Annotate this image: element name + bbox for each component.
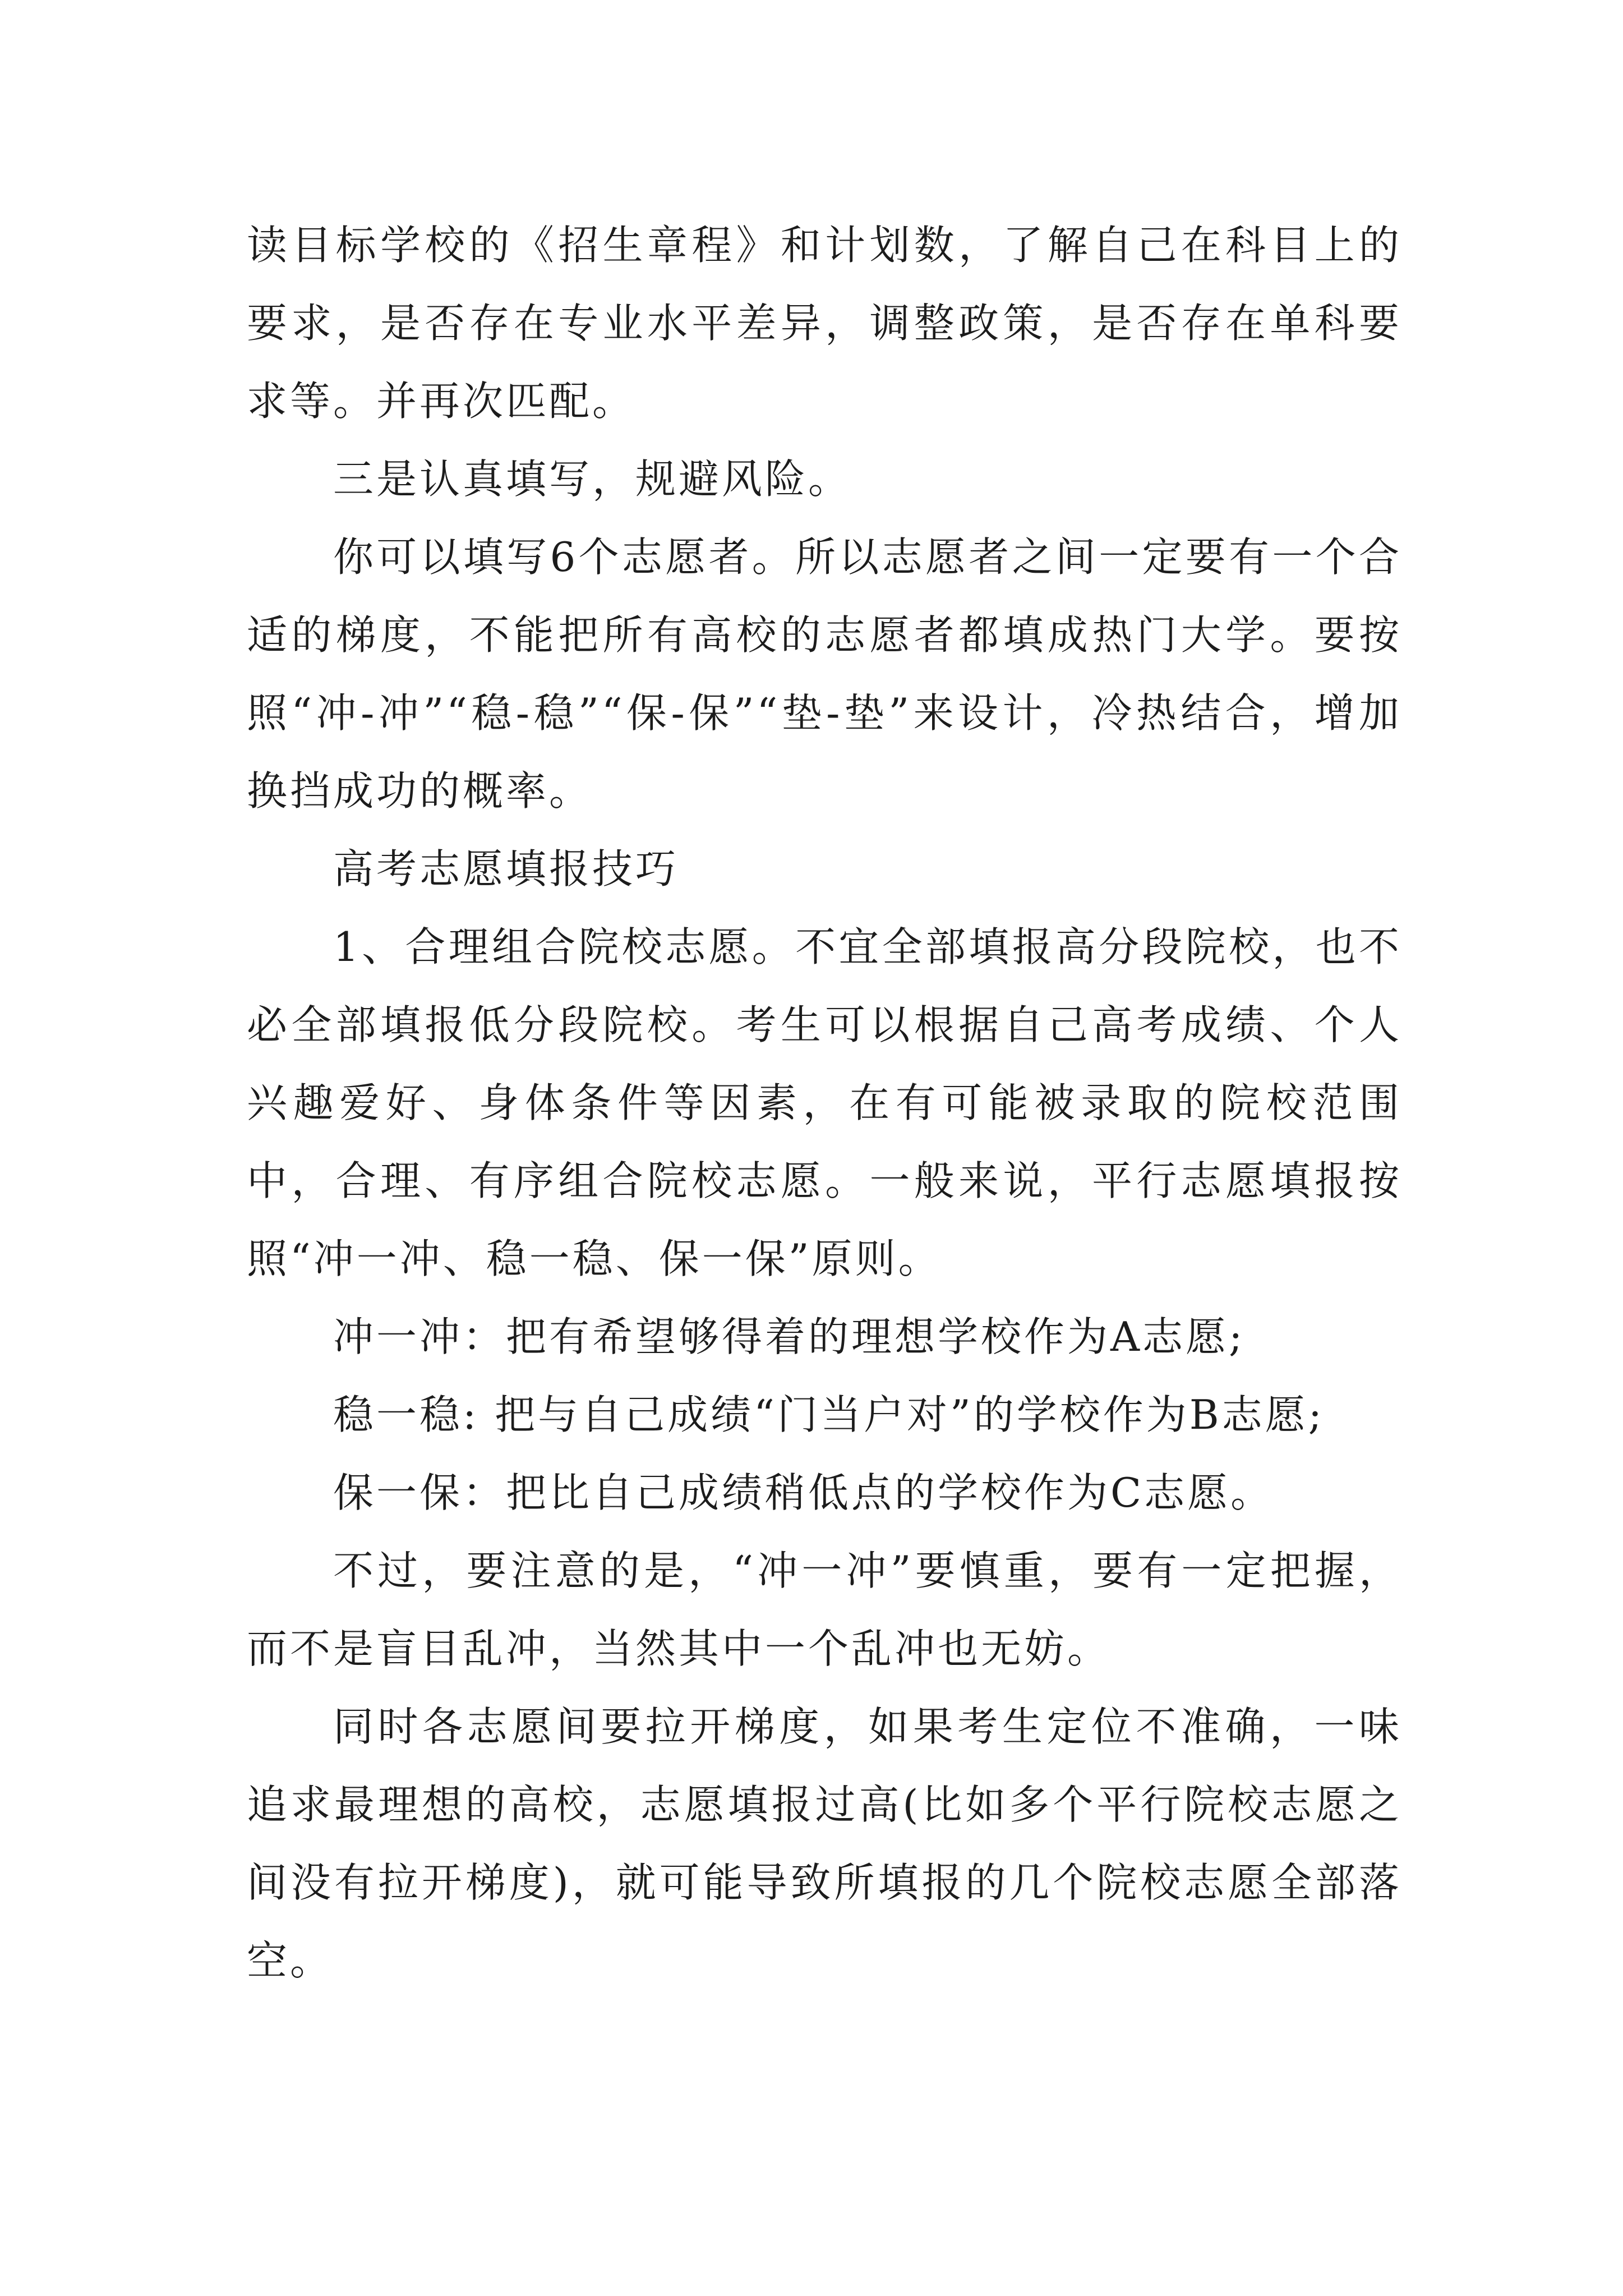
- paragraph-bao: 保一保：把比自己成绩稍低点的学校作为C志愿。: [333, 1469, 1274, 1516]
- paragraph-chong: 冲一冲：把有希望够得着的理想学校作为A志愿;: [333, 1313, 1246, 1360]
- paragraph-volunteer-gradient: 你可以填写6个志愿者。所以志愿者之间一定要有一个合适的梯度，不能把所有高校的志愿者都填成热门大学。要按照“冲-冲”“稳-稳”“保-保”“垫-垫”来设计，冷热结合，增加换挡成功的概率。: [247, 533, 1402, 815]
- paragraph-caution: 不过，要注意的是，“冲一冲”要慎重，要有一定把握，而不是盲目乱冲，当然其中一个乱冲也无妨。: [247, 1547, 1402, 1672]
- document-body: [247, 206, 1402, 2000]
- paragraph-heading-third-point: 三是认真填写，规避风险。: [333, 455, 852, 503]
- paragraph-gradient-warning: 同时各志愿间要拉开梯度，如果考生定位不准确，一味追求最理想的高校，志愿填报过高(比如多个平行院校志愿之间没有拉开梯度)，就可能导致所填报的几个院校志愿全部落空。: [247, 1703, 1402, 1984]
- section-heading-tips: 高考志愿填报技巧: [333, 845, 679, 892]
- paragraph-wen: 稳一稳: 把与自己成绩“门当户对”的学校作为B志愿;: [333, 1391, 1325, 1438]
- paragraph-tip-1: 1、合理组合院校志愿。不宜全部填报高分段院校，也不必全部填报低分段院校。考生可以根据自己高考成绩、个人兴趣爱好、身体条件等因素，在有可能被录取的院校范围中，合理、有序组合院校志愿。一般来说，平行志愿填报按照“冲一冲、稳一稳、保一保”原则。: [247, 923, 1402, 1282]
- paragraph-continued: 读目标学校的《招生章程》和计划数，了解自己在科目上的要求，是否存在专业水平差异，调整政策，是否存在单科要求等。并再次匹配。: [247, 222, 1402, 425]
